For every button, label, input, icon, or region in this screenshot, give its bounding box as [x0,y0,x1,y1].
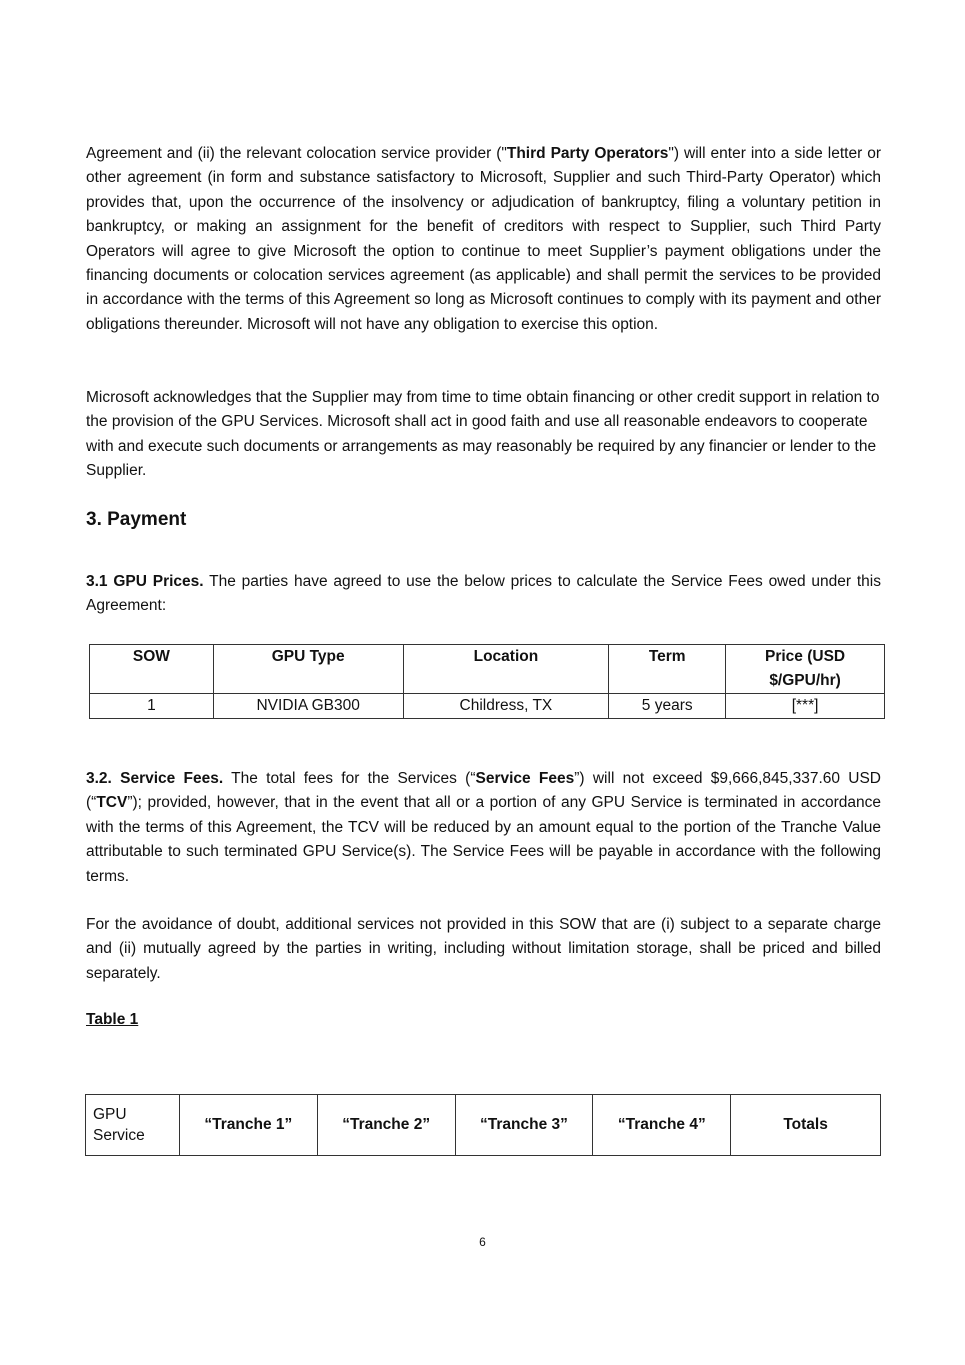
tranche-header-4: “Tranche 4” [593,1095,731,1156]
page-number: 6 [479,1235,486,1249]
price-header-sow: SOW [90,645,214,694]
price-cell-gpu-type: NVIDIA GB300 [213,694,403,719]
price-header-gpu-type: GPU Type [213,645,403,694]
tranche-header-3: “Tranche 3” [455,1095,593,1156]
gpu-prices-title: 3.1 GPU Prices. [86,573,204,590]
price-cell-term: 5 years [609,694,726,719]
tranche-header-totals: Totals [731,1095,881,1156]
service-fees-paragraph [86,767,881,889]
service-fees-text-1: The total fees for the Services (“ [223,770,476,787]
tranche-header-row [86,1095,881,1156]
gpu-prices-paragraph [86,570,881,619]
tranche-header-1: “Tranche 1” [179,1095,317,1156]
table-row [90,694,885,719]
tcv-term: TCV [96,794,128,812]
table-1-label: Table 1 [86,1011,139,1028]
service-fees-term: Service Fees [475,770,575,787]
price-cell-sow: 1 [90,694,214,719]
intro-paragraph-2: Microsoft acknowledges that the Supplier may from time to time obtain financing or other credit support in relation to the provision of the GPU Services. Microsoft shall act in good faith and use all reasonable endeavors to cooperate with and execute such documents or arrangements as may reasonably be required by any financier or lender to the Supplier. [86,389,880,480]
service-fees-text-2: ”) will not exceed $9,666,845,337.60 USD (“ [86,770,882,812]
section-heading: 3. Payment [86,509,187,530]
price-cell-price: [***] [726,694,885,719]
tranche-table [85,1094,881,1156]
gpu-prices-text: The parties have agreed to use the below prices to calculate the Service Fees owed under this Agreement: [86,573,881,615]
price-header-location: Location [403,645,609,694]
intro-p1-bold-term: Third Party Operators [506,145,669,162]
intro-p1-text-b: ") will enter into a side letter or other agreement (in form and substance satisfactory to Microsoft, Supplier and such Third-Party Operator) which provides that, upon the occurrence of the insolvency or adjudication of bankruptcy, filing a voluntary petition in bankruptcy, or making an assignment for the benefit of creditors with respect to Supplier, such Third Party Operators will agree to give Microsoft the option to continue to meet Supplier’s payment obligations under the financing documents or colocation services agreement (as applicable) and shall permit the services to be provided in accordance with the terms of this Agreement so long as Microsoft continues to comply with its payment and other obligations thereunder. Microsoft will not have any obligation to exercise this option. [86,145,881,333]
avoidance-paragraph: For the avoidance of doubt, additional services not provided in this SOW that are (i) subject to a separate charge and (ii) mutually agreed by the parties in writing, including without limitation storage, shall be priced and billed separately. [86,916,881,982]
price-header-price: Price (USD $/GPU/hr) [726,645,885,694]
price-header-term: Term [609,645,726,694]
price-cell-location: Childress, TX [403,694,609,719]
intro-p1-text-a: Agreement and (ii) the relevant colocation service provider (" [86,145,507,162]
service-fees-text-3: ”); provided, however, that in the event that all or a portion of any GPU Service is terminated in accordance with the terms of this Agreement, the TCV will be reduced by an amount equal to the portion of the Tranche Value attributable to such terminated GPU Service(s). The Service Fees will be payable in accordance with the following terms. [86,794,881,885]
intro-paragraph-1 [86,142,881,337]
gpu-price-table [89,644,885,719]
price-table-header-row [90,645,885,694]
tranche-header-2: “Tranche 2” [317,1095,455,1156]
tranche-header-gpu-service: GPU Service [86,1095,180,1156]
service-fees-title: 3.2. Service Fees. [86,770,224,787]
